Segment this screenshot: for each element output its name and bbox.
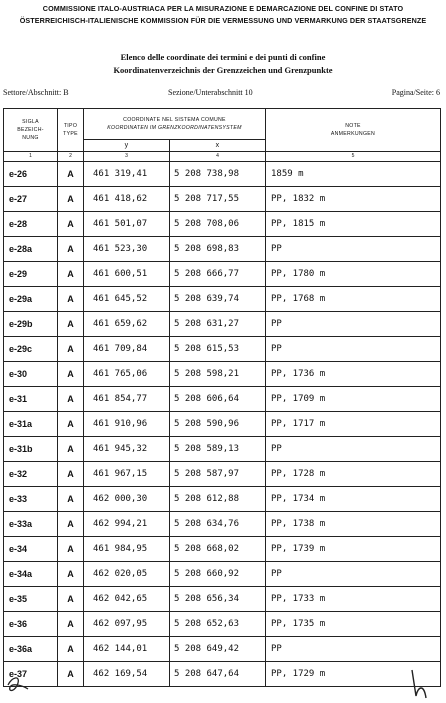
table-body: [4, 162, 441, 687]
document-title-de: Koordinatenverzeichnis der Grenzzeichen und Grenzpunkte: [113, 65, 333, 75]
cell-type: A: [58, 287, 84, 312]
cell-sigla: e-31a: [4, 412, 58, 437]
column-number-3: 3: [84, 152, 170, 162]
subsection-label: Sezione/Unterabschnitt 10: [168, 88, 253, 97]
cell-note: PP, 1717 m: [266, 412, 441, 437]
cell-sigla: e-36: [4, 612, 58, 637]
cell-type: A: [58, 512, 84, 537]
cell-y: 462 994,21: [84, 512, 170, 537]
column-number-2: 2: [58, 152, 84, 162]
cell-note: PP, 1736 m: [266, 362, 441, 387]
column-number-1: 1: [4, 152, 58, 162]
cell-sigla: e-28a: [4, 237, 58, 262]
table-row: [4, 387, 441, 412]
column-number-row: [4, 152, 441, 162]
cell-y: 462 020,05: [84, 562, 170, 587]
cell-x: 5 208 708,06: [170, 212, 266, 237]
cell-y: 461 645,52: [84, 287, 170, 312]
cell-y: 462 097,95: [84, 612, 170, 637]
table-row: [4, 637, 441, 662]
cell-type: A: [58, 437, 84, 462]
cell-y: 461 910,96: [84, 412, 170, 437]
cell-x: 5 208 589,13: [170, 437, 266, 462]
cell-note: PP, 1738 m: [266, 512, 441, 537]
cell-note: PP, 1815 m: [266, 212, 441, 237]
cell-type: A: [58, 612, 84, 637]
cell-type: A: [58, 237, 84, 262]
table-row: [4, 312, 441, 337]
cell-x: 5 208 652,63: [170, 612, 266, 637]
cell-x: 5 208 698,83: [170, 237, 266, 262]
cell-note: PP, 1739 m: [266, 537, 441, 562]
cell-x: 5 208 598,21: [170, 362, 266, 387]
header-notes-it: NOTE: [345, 123, 361, 129]
cell-sigla: e-34a: [4, 562, 58, 587]
cell-sigla: e-26: [4, 162, 58, 187]
cell-sigla: e-33a: [4, 512, 58, 537]
cell-y: 461 709,84: [84, 337, 170, 362]
cell-type: A: [58, 162, 84, 187]
cell-x: 5 208 634,76: [170, 512, 266, 537]
cell-y: 461 765,06: [84, 362, 170, 387]
cell-x: 5 208 612,88: [170, 487, 266, 512]
cell-x: 5 208 660,92: [170, 562, 266, 587]
coordinates-table: [3, 108, 441, 687]
cell-y: 461 967,15: [84, 462, 170, 487]
table-row: [4, 587, 441, 612]
cell-sigla: e-30: [4, 362, 58, 387]
cell-sigla: e-29: [4, 262, 58, 287]
cell-type: A: [58, 412, 84, 437]
cell-sigla: e-34: [4, 537, 58, 562]
cell-note: PP, 1709 m: [266, 387, 441, 412]
commission-title-it: COMMISSIONE ITALO-AUSTRIACA PER LA MISURAZIONE E DEMARCAZIONE DEL CONFINE DI STATO: [42, 4, 404, 13]
cell-x: 5 208 668,02: [170, 537, 266, 562]
sector-label: Settore/Abschnitt: B: [3, 88, 69, 97]
cell-y: 461 659,62: [84, 312, 170, 337]
cell-sigla: e-32: [4, 462, 58, 487]
table-row: [4, 237, 441, 262]
signature-left-icon: [2, 671, 36, 699]
cell-sigla: e-29c: [4, 337, 58, 362]
cell-note: 1859 m: [266, 162, 441, 187]
table-row: [4, 562, 441, 587]
header-x: x: [170, 140, 266, 152]
cell-x: 5 208 639,74: [170, 287, 266, 312]
cell-x: 5 208 649,42: [170, 637, 266, 662]
cell-note: PP: [266, 437, 441, 462]
cell-type: A: [58, 312, 84, 337]
cell-x: 5 208 647,64: [170, 662, 266, 687]
table-row: [4, 512, 441, 537]
cell-y: 461 501,07: [84, 212, 170, 237]
cell-sigla: e-27: [4, 187, 58, 212]
document-title-it: Elenco delle coordinate dei termini e dei punti di confine: [120, 52, 326, 62]
cell-type: A: [58, 362, 84, 387]
cell-y: 461 523,30: [84, 237, 170, 262]
cell-type: A: [58, 487, 84, 512]
cell-x: 5 208 631,27: [170, 312, 266, 337]
cell-note: PP, 1728 m: [266, 462, 441, 487]
cell-sigla: e-37: [4, 662, 58, 687]
cell-note: PP, 1729 m: [266, 662, 441, 687]
cell-note: PP, 1735 m: [266, 612, 441, 637]
header-tipo-line1: TIPO: [63, 123, 78, 129]
header-coordinates-it: COORDINATE NEL SISTEMA COMUNE: [123, 117, 226, 123]
cell-x: 5 208 656,34: [170, 587, 266, 612]
header-y: y: [84, 140, 170, 152]
cell-x: 5 208 587,97: [170, 462, 266, 487]
header-notes: [266, 109, 441, 152]
cell-y: 462 042,65: [84, 587, 170, 612]
cell-y: 462 000,30: [84, 487, 170, 512]
cell-x: 5 208 615,53: [170, 337, 266, 362]
cell-sigla: e-29a: [4, 287, 58, 312]
cell-type: A: [58, 387, 84, 412]
header-row-top: [4, 109, 441, 140]
signature-right-icon: [404, 666, 434, 702]
cell-y: 461 984,95: [84, 537, 170, 562]
cell-type: A: [58, 637, 84, 662]
table-row: [4, 462, 441, 487]
table-row: [4, 162, 441, 187]
cell-y: 461 600,51: [84, 262, 170, 287]
cell-type: A: [58, 462, 84, 487]
cell-note: PP, 1780 m: [266, 262, 441, 287]
table-row: [4, 612, 441, 637]
cell-x: 5 208 717,55: [170, 187, 266, 212]
cell-sigla: e-35: [4, 587, 58, 612]
header-sigla-line3: NUNG: [22, 135, 39, 141]
cell-y: 461 854,77: [84, 387, 170, 412]
header-notes-de: ANMERKUNGEN: [330, 131, 376, 137]
header-sigla-line2: BEZEICH-: [17, 127, 44, 133]
table-row: [4, 187, 441, 212]
cell-note: PP: [266, 337, 441, 362]
cell-y: 462 144,01: [84, 637, 170, 662]
cell-sigla: e-36a: [4, 637, 58, 662]
cell-type: A: [58, 562, 84, 587]
table-row: [4, 287, 441, 312]
cell-note: PP, 1734 m: [266, 487, 441, 512]
cell-type: A: [58, 587, 84, 612]
cell-sigla: e-31b: [4, 437, 58, 462]
cell-type: A: [58, 187, 84, 212]
cell-type: A: [58, 662, 84, 687]
table-row: [4, 537, 441, 562]
cell-x: 5 208 738,98: [170, 162, 266, 187]
cell-type: A: [58, 212, 84, 237]
cell-y: 461 945,32: [84, 437, 170, 462]
header-tipo-line2: TYPE: [63, 131, 78, 137]
cell-sigla: e-29b: [4, 312, 58, 337]
header-sigla: [4, 109, 58, 152]
cell-note: PP, 1733 m: [266, 587, 441, 612]
cell-y: 462 169,54: [84, 662, 170, 687]
table-row: [4, 662, 441, 687]
cell-sigla: e-33: [4, 487, 58, 512]
table-row: [4, 337, 441, 362]
cell-type: A: [58, 337, 84, 362]
cell-type: A: [58, 262, 84, 287]
header-tipo: [58, 109, 84, 152]
cell-type: A: [58, 537, 84, 562]
table-row: [4, 487, 441, 512]
table-row: [4, 262, 441, 287]
column-number-4: 4: [170, 152, 266, 162]
table-row: [4, 362, 441, 387]
table-row: [4, 437, 441, 462]
commission-title-de: ÖSTERREICHISCH-ITALIENISCHE KOMMISSION FÜR DIE VERMESSUNG UND VERMARKUNG DER STAATSGRENZE: [19, 16, 427, 25]
table-row: [4, 212, 441, 237]
cell-y: 461 319,41: [84, 162, 170, 187]
cell-x: 5 208 666,77: [170, 262, 266, 287]
cell-x: 5 208 590,96: [170, 412, 266, 437]
header-coordinates: [84, 109, 266, 140]
cell-note: PP: [266, 562, 441, 587]
cell-y: 461 418,62: [84, 187, 170, 212]
table-row: [4, 412, 441, 437]
cell-note: PP, 1768 m: [266, 287, 441, 312]
cell-x: 5 208 606,64: [170, 387, 266, 412]
cell-note: PP: [266, 237, 441, 262]
cell-sigla: e-28: [4, 212, 58, 237]
cell-note: PP: [266, 637, 441, 662]
cell-note: PP: [266, 312, 441, 337]
page-number-label: Pagina/Seite: 6: [391, 88, 440, 97]
cell-note: PP, 1832 m: [266, 187, 441, 212]
header-coordinates-de: KOORDINATEN IM GRENZKOORDINATENSYSTEM: [107, 125, 242, 131]
column-number-5: 5: [266, 152, 441, 162]
header-sigla-line1: SIGLA: [22, 119, 39, 125]
cell-sigla: e-31: [4, 387, 58, 412]
